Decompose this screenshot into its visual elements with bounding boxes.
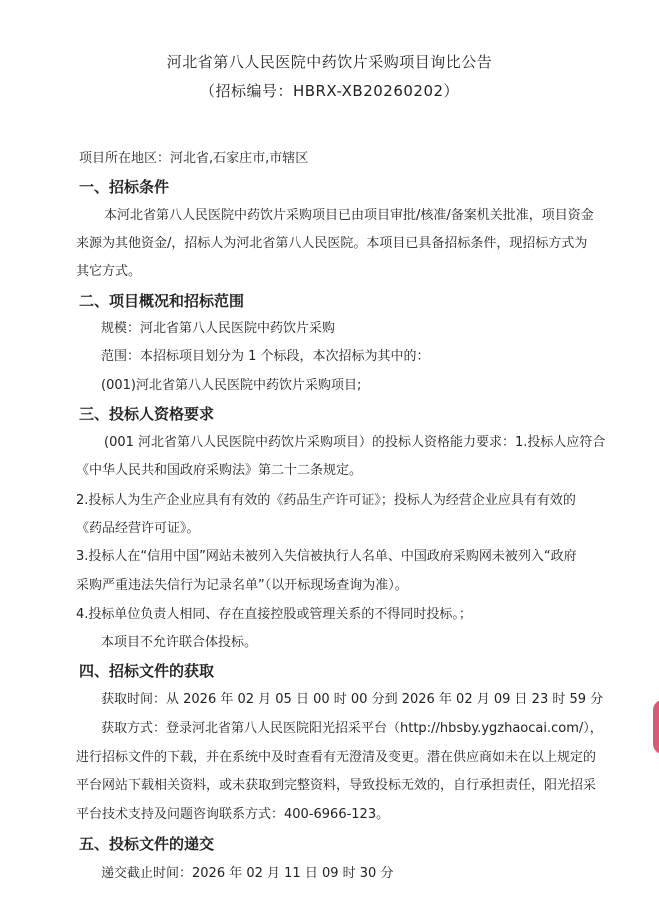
acquisition-method-line: 平台技术支持及问题咨询联系方式：400-6966-123。 [76, 807, 390, 822]
qualification-line: (001 河北省第八人民医院中药饮片采购项目）的投标人资格能力要求：1.投标人应符合 [104, 435, 606, 450]
project-location: 项目所在地区：河北省,石家庄市,市辖区 [79, 151, 309, 166]
document-title: 河北省第八人民医院中药饮片采购项目询比公告 [166, 53, 493, 71]
tender-code: （招标编号：HBRX-XB20260202） [199, 82, 460, 100]
project-lot: (001)河北省第八人民医院中药饮片采购项目; [101, 378, 362, 393]
acquisition-method-line: 平台网站下载相关资料，或未获取到完整资料，导致投标无效的，自行承担责任，阳光招采 [76, 778, 597, 793]
qualification-line: 2.投标人为生产企业应具有有效的《药品生产许可证》；投标人为经营企业应具有有效的 [76, 493, 576, 508]
acquisition-method-line: 进行招标文件的下载，并在系统中及时查看有无澄清及变更。潜在供应商如未在以上规定的 [76, 750, 597, 765]
qualification-line: 3.投标人在“信用中国”网站未被列入失信被执行人名单、中国政府采购网未被列入“政府 [76, 549, 577, 564]
acquisition-method-line: 获取方式：登录河北省第八人民医院阳光招采平台（http://hbsby.ygzhaocai.com/）， [101, 721, 603, 736]
qualification-line: 4.投标单位负责人相同、存在直接控股或管理关系的不得同时投标。； [76, 607, 472, 622]
stamp-edge-mark [653, 700, 659, 754]
acquisition-time: 获取时间：从 2026 年 02 月 05 日 00 时 00 分到 2026 年 02 月 09 日 23 时 59 分 [101, 692, 604, 707]
qualification-line: 《中华人民共和国政府采购法》第二十二条规定。 [76, 463, 363, 478]
project-range: 范围：本招标项目划分为 1 个标段，本次招标为其中的： [101, 349, 430, 364]
consortium-note: 本项目不允许联合体投标。 [101, 635, 258, 650]
section-heading-1: 一、招标条件 [79, 178, 170, 196]
submission-deadline: 递交截止时间：2026 年 02 月 11 日 09 时 30 分 [101, 866, 394, 881]
section-heading-3: 三、投标人资格要求 [79, 405, 215, 423]
section-1-text-line: 其它方式。 [76, 264, 142, 279]
section-1-text-line: 本河北省第八人民医院中药饮片采购项目已由项目审批/核准/备案机关批准，项目资金 [104, 208, 594, 223]
qualification-line: 《药品经营许可证》。 [76, 521, 200, 536]
section-1-text-line: 来源为其他资金/，招标人为河北省第八人民医院。本项目已具备招标条件，现招标方式为 [76, 236, 588, 251]
section-heading-5: 五、投标文件的递交 [79, 835, 215, 853]
section-heading-4: 四、招标文件的获取 [79, 662, 215, 680]
section-heading-2: 二、项目概况和招标范围 [79, 292, 245, 310]
project-scale: 规模：河北省第八人民医院中药饮片采购 [101, 321, 336, 336]
qualification-line: 采购严重违法失信行为记录名单”（以开标现场查询为准）。 [76, 578, 408, 593]
